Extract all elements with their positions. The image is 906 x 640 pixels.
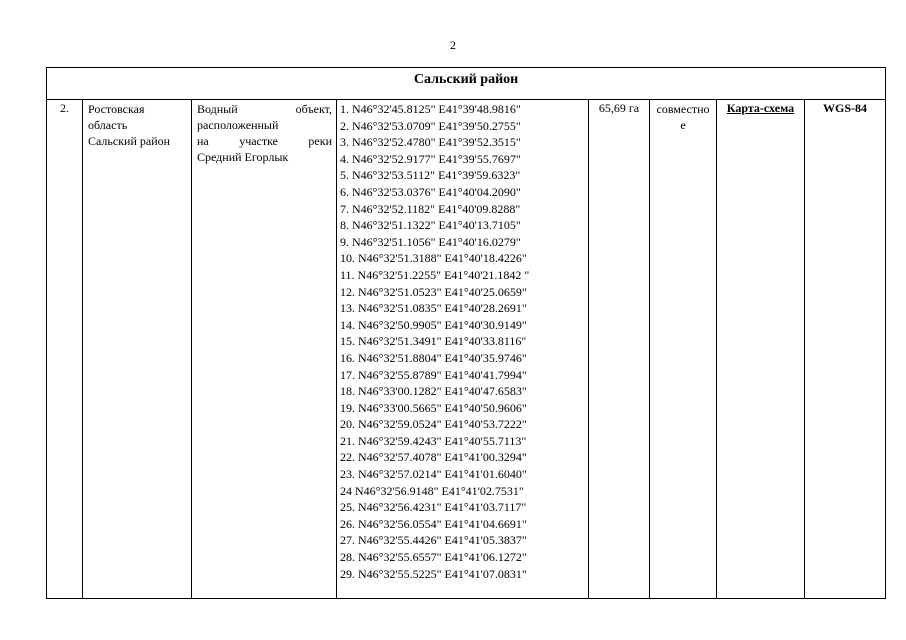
description-word: объект, (295, 102, 332, 116)
coordinate-item: 1. N46°32'45.8125" E41°39'48.9816" (340, 102, 521, 116)
coordinate-item: 25. N46°32'56.4231" E41°41'03.7117" (340, 500, 527, 515)
coordinates-cell (337, 100, 589, 599)
coordinate-item: 10. N46°32'51.3188" E41°40'18.4226" (340, 251, 527, 266)
coordinates-list (340, 101, 586, 582)
coordinate-item: 28. N46°32'55.6557" E41°41'06.1272" (340, 550, 527, 565)
water-objects-table (46, 67, 886, 599)
region-line: область (88, 118, 128, 132)
coordinate-item: 21. N46°32'59.4243" E41°40'55.7113" (340, 433, 527, 448)
coordinate-item: 6. N46°32'53.0376" E41°40'04.2090" (340, 184, 521, 199)
description-word: расположенный (197, 118, 279, 132)
coordinate-item: 20. N46°32'59.0524" E41°40'53.7222" (340, 417, 527, 432)
region-line: Ростовская (88, 102, 145, 116)
coordinate-item: 7. N46°32'52.1182" E41°40'09.8288" (340, 201, 521, 216)
map-cell (717, 100, 805, 599)
coordinate-item: 26. N46°32'56.0554" E41°41'04.6691" (340, 516, 527, 531)
ownership-cell (650, 100, 717, 599)
coordinate-item: 11. N46°32'51.2255" E41°40'21.1842 " (340, 267, 530, 282)
description-word: участке (239, 134, 278, 148)
row-index: 2. (60, 101, 69, 115)
row-index-cell (47, 100, 83, 599)
coordinate-item: 29. N46°32'55.5225" E41°41'07.0831" (340, 566, 527, 581)
crs-value: WGS-84 (823, 101, 868, 115)
section-title: Сальский район (413, 71, 519, 87)
coordinate-item: 4. N46°32'52.9177" E41°39'55.7697" (340, 151, 521, 166)
map-scheme-link[interactable]: Карта-схема (726, 101, 795, 115)
coordinate-item: 13. N46°32'51.0835" E41°40'28.2691" (340, 301, 527, 316)
coordinate-item: 27. N46°32'55.4426" E41°41'05.3837" (340, 533, 527, 548)
ownership-line: совместно (656, 102, 710, 116)
description-line (197, 149, 332, 165)
coordinate-item: 22. N46°32'57.4078" E41°41'00.3294" (340, 450, 527, 465)
region-cell (83, 100, 192, 599)
coordinate-item: 8. N46°32'51.1322" E41°40'13.7105" (340, 218, 521, 233)
crs-cell (805, 100, 886, 599)
section-title-cell (47, 68, 886, 100)
description-line (197, 117, 332, 133)
coordinate-item: 5. N46°32'53.5112" E41°39'59.6323" (340, 168, 521, 183)
coordinate-item: 14. N46°32'50.9905" E41°40'30.9149" (340, 317, 527, 332)
description-line (197, 133, 332, 149)
coordinate-item: 18. N46°33'00.1282" E41°40'47.6583" (340, 384, 527, 399)
area-value: 65,69 га (598, 101, 640, 115)
coordinate-item: 16. N46°32'51.8804" E41°40'35.9746" (340, 350, 527, 365)
coordinate-item: 3. N46°32'52.4780" E41°39'52.3515" (340, 135, 521, 150)
description-word: Водный (197, 102, 238, 116)
section-header-row (47, 68, 886, 100)
table-row (47, 100, 886, 599)
coordinate-item: 15. N46°32'51.3491" E41°40'33.8116" (340, 334, 527, 349)
coordinate-item: 23. N46°32'57.0214" E41°41'01.6040" (340, 467, 527, 482)
coordinate-item: 17. N46°32'55.8789" E41°40'41.7994" (340, 367, 527, 382)
coordinate-item: 12. N46°32'51.0523" E41°40'25.0659" (340, 284, 527, 299)
coordinate-item: 24 N46°32'56.9148" E41°41'02.7531" (340, 483, 524, 498)
coordinate-item: 9. N46°32'51.1056" E41°40'16.0279" (340, 234, 521, 249)
ownership-line: е (680, 118, 686, 132)
coordinate-item: 19. N46°33'00.5665" E41°40'50.9606" (340, 400, 527, 415)
description-word: реки (308, 134, 332, 148)
description-word: Средний Егорлык (197, 150, 289, 164)
region-line: Сальский район (88, 134, 171, 148)
page-number: 2 (450, 38, 456, 52)
description-cell (192, 100, 337, 599)
coordinate-item: 2. N46°32'53.0709" E41°39'50.2755" (340, 118, 521, 133)
description-word: на (197, 134, 209, 148)
description-line (197, 101, 332, 117)
area-cell (589, 100, 650, 599)
